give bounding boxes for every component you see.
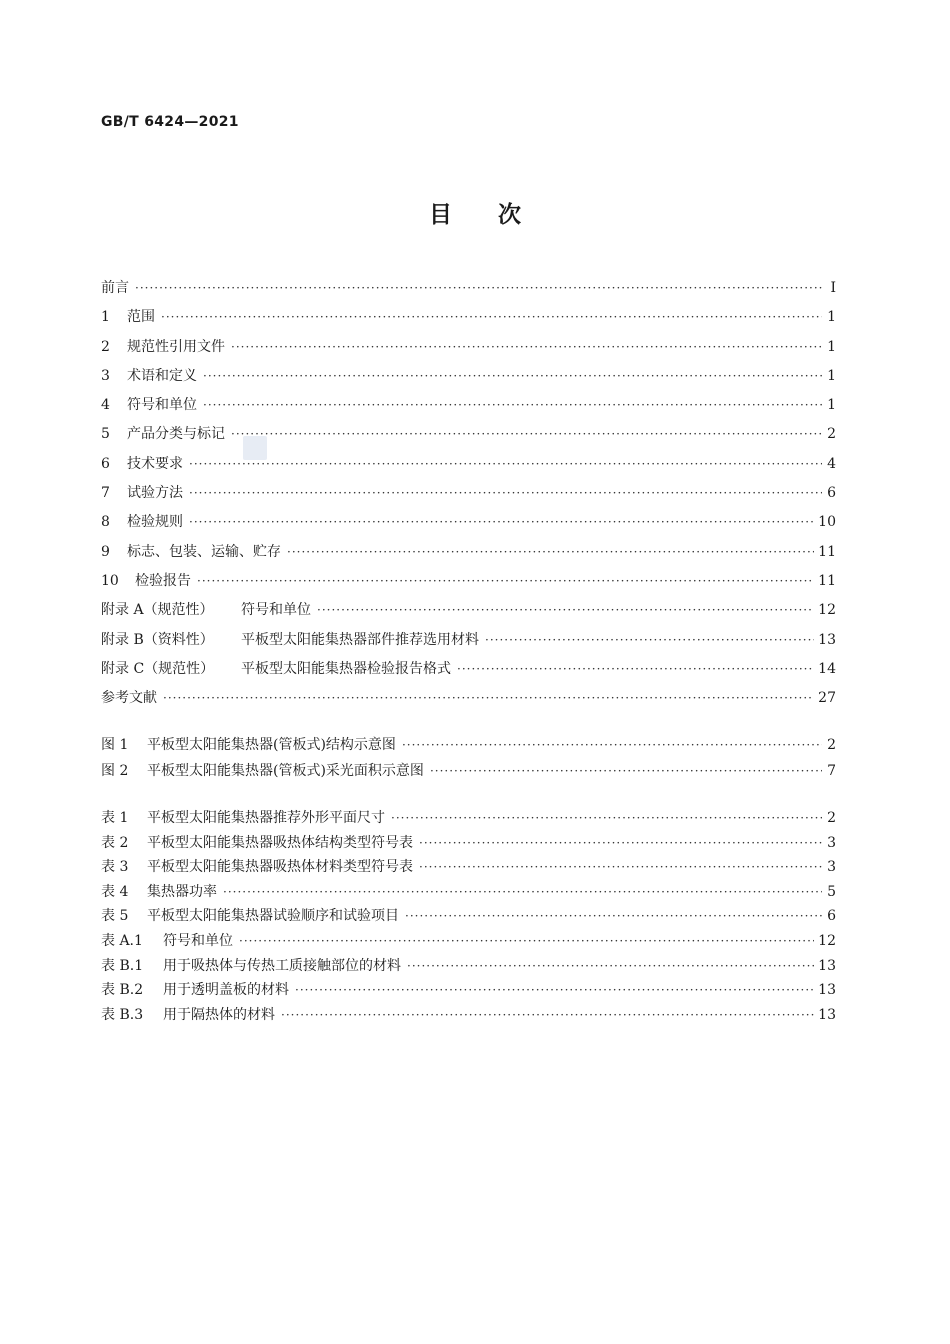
toc-entry-label: 规范性引用文件 (127, 338, 225, 355)
toc-entry-label: 范围 (127, 309, 155, 326)
toc-leader (197, 567, 814, 596)
toc-entry-number: 7 (101, 485, 110, 502)
toc-entry-number: 图 2 (101, 763, 129, 779)
toc-entry-number: 附录 A（规范性） (101, 602, 214, 619)
toc-entry-label: 符号和单位 (163, 932, 233, 949)
toc-entry-label: 检验报告 (135, 572, 191, 589)
toc-entry-page: 12 (818, 932, 836, 949)
toc-leader (161, 303, 822, 332)
toc-leader (203, 362, 822, 391)
toc-entry-label: 产品分类与标记 (127, 426, 225, 443)
toc-leader (391, 806, 822, 831)
toc-entry-label: 集热器功率 (147, 883, 217, 900)
toc-leader (135, 274, 822, 303)
toc-leader (231, 333, 822, 362)
toc-entry-requirements[interactable] (101, 450, 836, 479)
toc-entry-label: 标志、包装、运输、贮存 (127, 543, 281, 560)
toc-entry-label: 平板型太阳能集热器(管板式)采光面积示意图 (147, 763, 424, 779)
toc-entry-number: 表 1 (101, 810, 129, 826)
toc-entry-page: 13 (818, 1006, 836, 1023)
toc-entry-label: 平板型太阳能集热器推荐外形平面尺寸 (147, 810, 385, 826)
toc-entry-symbols[interactable] (101, 391, 836, 420)
toc-leader (419, 831, 822, 856)
toc-entry-page: 13 (818, 982, 836, 999)
toc-leader (430, 758, 822, 784)
toc-leader (287, 538, 814, 567)
toc-tables-list (101, 806, 836, 1027)
toc-entry-number: 表 4 (101, 883, 129, 900)
toc-main-list (101, 274, 836, 713)
toc-entry-number: 9 (101, 543, 110, 560)
toc-entry-number: 2 (101, 338, 110, 355)
toc-entry-label: 技术要求 (127, 455, 183, 472)
toc-leader (189, 479, 822, 508)
standard-code: GB/T 6424—2021 (101, 114, 239, 130)
toc-table-entry[interactable] (101, 954, 836, 979)
toc-entry-number: 5 (101, 426, 110, 443)
toc-entry-label: 试验方法 (127, 485, 183, 502)
toc-leader (189, 450, 822, 479)
toc-entry-number: 附录 B（资料性） (101, 631, 214, 648)
toc-entry-page: 1 (827, 367, 836, 384)
toc-entry-label: 用于吸热体与传热工质接触部位的材料 (163, 957, 401, 974)
toc-entry-number: 10 (101, 572, 119, 589)
toc-entry-label: 符号和单位 (127, 397, 197, 414)
toc-entry-page: 14 (818, 660, 836, 677)
toc-leader (317, 596, 814, 625)
toc-entry-page: 6 (827, 485, 836, 502)
toc-entry-classification[interactable] (101, 420, 836, 449)
toc-entry-annex-b[interactable] (101, 626, 836, 655)
toc-entry-number: 表 3 (101, 859, 129, 876)
toc-table-entry[interactable] (101, 806, 836, 831)
toc-entry-label: 平板型太阳能集热器(管板式)结构示意图 (147, 737, 396, 753)
toc-entry-label: 平板型太阳能集热器吸热体结构类型符号表 (147, 834, 413, 851)
toc-entry-page: 3 (827, 834, 836, 851)
toc-entry-label: 平板型太阳能集热器检验报告格式 (241, 660, 451, 677)
toc-entry-number: 表 A.1 (101, 932, 143, 949)
toc-entry-label: 平板型太阳能集热器吸热体材料类型符号表 (147, 859, 413, 876)
toc-entry-inspection-rules[interactable] (101, 508, 836, 537)
toc-entry-terms[interactable] (101, 362, 836, 391)
toc-leader (203, 391, 822, 420)
toc-entry-page: 11 (818, 572, 836, 589)
toc-leader (402, 732, 822, 758)
toc-entry-foreword[interactable] (101, 274, 836, 303)
toc-entry-page: 2 (827, 810, 836, 826)
toc-entry-bibliography[interactable] (101, 684, 836, 713)
toc-entry-number: 表 5 (101, 908, 129, 925)
toc-leader (231, 420, 822, 449)
toc-entry-marking[interactable] (101, 538, 836, 567)
toc-entry-number: 表 B.1 (101, 957, 144, 974)
toc-entry-label: 前言 (101, 280, 129, 296)
toc-entry-page: 2 (827, 426, 836, 443)
toc-entry-page: 27 (818, 690, 836, 707)
toc-entry-page: 13 (818, 631, 836, 648)
toc-entry-page: 4 (827, 455, 836, 472)
toc-entry-page: I (830, 280, 836, 296)
toc-leader (407, 954, 814, 979)
toc-leader (405, 904, 822, 929)
toc-entry-annex-a[interactable] (101, 596, 836, 625)
toc-entry-page: 3 (827, 859, 836, 876)
toc-entry-number: 表 B.2 (101, 982, 144, 999)
toc-entry-number: 8 (101, 514, 110, 531)
toc-table-entry[interactable] (101, 904, 836, 929)
toc-entry-test-methods[interactable] (101, 479, 836, 508)
toc-entry-number: 表 2 (101, 834, 129, 851)
toc-leader (281, 1003, 814, 1028)
toc-entry-page: 1 (827, 397, 836, 414)
toc-table-entry[interactable] (101, 978, 836, 1003)
toc-entry-number: 附录 C（规范性） (101, 660, 215, 677)
toc-entry-normative-references[interactable] (101, 333, 836, 362)
toc-entry-page: 11 (818, 543, 836, 560)
toc-leader (457, 655, 814, 684)
toc-table-entry[interactable] (101, 929, 836, 954)
toc-leader (419, 855, 822, 880)
toc-entry-number: 图 1 (101, 737, 129, 753)
toc-entry-number: 1 (101, 309, 110, 326)
toc-entry-number: 4 (101, 397, 110, 414)
toc-entry-page: 5 (827, 883, 836, 900)
page-title: 目次 (429, 202, 567, 228)
toc-entry-label: 术语和定义 (127, 367, 197, 384)
toc-entry-number: 6 (101, 455, 110, 472)
toc-entry-page: 7 (827, 763, 836, 779)
toc-entry-page: 2 (827, 737, 836, 753)
toc-entry-label: 检验规则 (127, 514, 183, 531)
toc-entry-page: 1 (827, 338, 836, 355)
toc-leader (189, 508, 814, 537)
toc-leader (485, 626, 814, 655)
toc-entry-label: 平板型太阳能集热器部件推荐选用材料 (241, 631, 479, 648)
toc-table-entry[interactable] (101, 855, 836, 880)
toc-table-entry[interactable] (101, 1003, 836, 1028)
toc-entry-label: 平板型太阳能集热器试验顺序和试验项目 (147, 908, 399, 925)
toc-entry-number: 3 (101, 367, 110, 384)
toc-entry-label: 参考文献 (101, 690, 157, 707)
toc-table-entry[interactable] (101, 831, 836, 856)
toc-entry-annex-c[interactable] (101, 655, 836, 684)
toc-table-entry[interactable] (101, 880, 836, 905)
toc-figures-list (101, 732, 836, 784)
toc-entry-page: 1 (827, 309, 836, 326)
toc-entry-page: 10 (818, 514, 836, 531)
toc-figure-entry[interactable] (101, 758, 836, 784)
toc-figure-entry[interactable] (101, 732, 836, 758)
toc-entry-page: 13 (818, 957, 836, 974)
toc-entry-test-report[interactable] (101, 567, 836, 596)
toc-leader (223, 880, 822, 905)
toc-entry-number: 表 B.3 (101, 1006, 144, 1023)
toc-leader (239, 929, 814, 954)
toc-entry-label: 用于透明盖板的材料 (163, 982, 289, 999)
toc-entry-scope[interactable] (101, 303, 836, 332)
toc-entry-page: 12 (818, 602, 836, 619)
toc-leader (163, 684, 814, 713)
toc-leader (295, 978, 814, 1003)
toc-entry-label: 用于隔热体的材料 (163, 1006, 275, 1023)
toc-entry-label: 符号和单位 (241, 602, 311, 619)
toc-entry-page: 6 (827, 908, 836, 925)
